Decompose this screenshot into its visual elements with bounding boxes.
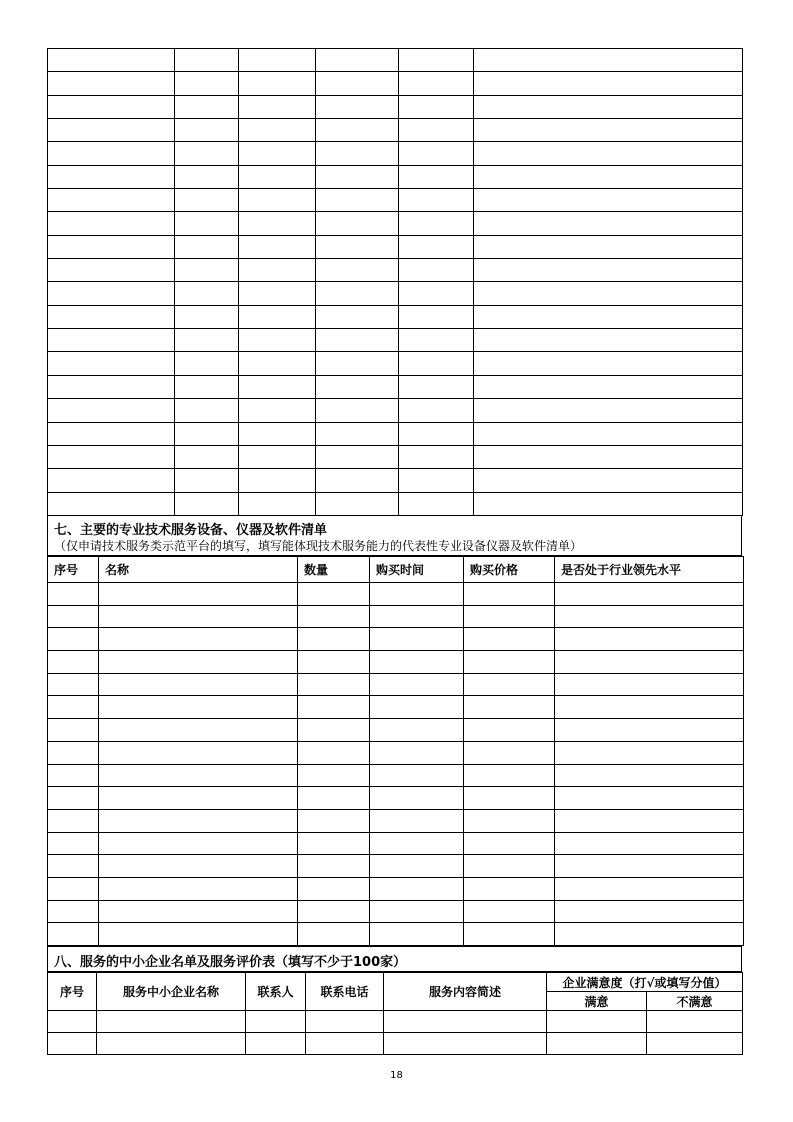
table-cell[interactable]: [555, 605, 744, 628]
table-cell[interactable]: [316, 235, 399, 258]
table-cell[interactable]: [99, 628, 298, 651]
table-cell[interactable]: [239, 282, 316, 305]
table-cell[interactable]: [464, 855, 555, 878]
table-cell[interactable]: [298, 832, 370, 855]
service-row: [48, 1011, 743, 1033]
table-cell[interactable]: [555, 809, 744, 832]
table-cell[interactable]: [48, 352, 175, 375]
table-cell[interactable]: [399, 189, 474, 212]
table-cell[interactable]: [239, 142, 316, 165]
table-cell[interactable]: [99, 741, 298, 764]
continuation-row: [48, 422, 743, 445]
table-cell[interactable]: [399, 305, 474, 328]
col-header-unsatisfied: 不满意: [647, 992, 743, 1011]
continuation-row: [48, 305, 743, 328]
table-cell[interactable]: [298, 855, 370, 878]
equipment-table: [47, 556, 744, 946]
table-cell[interactable]: [474, 212, 743, 235]
table-cell[interactable]: [239, 235, 316, 258]
continuation-row: [48, 119, 743, 142]
table-cell[interactable]: [48, 605, 99, 628]
table-cell[interactable]: [555, 583, 744, 606]
table-cell[interactable]: [370, 787, 464, 810]
table-cell[interactable]: [97, 1011, 246, 1033]
table-cell[interactable]: [175, 142, 239, 165]
table-cell[interactable]: [239, 469, 316, 492]
table-cell[interactable]: [370, 605, 464, 628]
table-cell[interactable]: [298, 651, 370, 674]
table-cell[interactable]: [48, 1033, 97, 1055]
col-header-index: 序号: [48, 557, 99, 583]
continuation-row: [48, 469, 743, 492]
table-cell[interactable]: [239, 119, 316, 142]
table-cell[interactable]: [316, 305, 399, 328]
col-header-satisfied: 满意: [547, 992, 647, 1011]
table-cell[interactable]: [370, 583, 464, 606]
table-cell[interactable]: [48, 422, 175, 445]
equipment-row: [48, 628, 744, 651]
table-cell[interactable]: [370, 855, 464, 878]
table-cell[interactable]: [48, 305, 175, 328]
continuation-row: [48, 282, 743, 305]
table-cell[interactable]: [48, 855, 99, 878]
table-cell[interactable]: [239, 305, 316, 328]
table-cell[interactable]: [99, 605, 298, 628]
table-cell[interactable]: [316, 49, 399, 72]
table-cell[interactable]: [99, 719, 298, 742]
table-cell[interactable]: [474, 95, 743, 118]
table-cell[interactable]: [316, 422, 399, 445]
table-cell[interactable]: [316, 282, 399, 305]
continuation-table: [47, 48, 743, 516]
table-cell[interactable]: [48, 469, 175, 492]
section7-note: （仅申请技术服务类示范平台的填写，填写能体现技术服务能力的代表性专业设备仪器及软件清单）: [54, 539, 583, 553]
table-cell[interactable]: [175, 259, 239, 282]
table-cell[interactable]: [555, 719, 744, 742]
table-cell[interactable]: [48, 235, 175, 258]
table-cell[interactable]: [306, 1033, 384, 1055]
table-cell[interactable]: [370, 832, 464, 855]
table-cell[interactable]: [370, 719, 464, 742]
table-cell[interactable]: [298, 673, 370, 696]
continuation-row: [48, 445, 743, 468]
table-cell[interactable]: [399, 329, 474, 352]
table-cell[interactable]: [48, 832, 99, 855]
table-cell[interactable]: [175, 305, 239, 328]
table-cell[interactable]: [48, 877, 99, 900]
table-cell[interactable]: [99, 696, 298, 719]
table-cell[interactable]: [474, 235, 743, 258]
table-cell[interactable]: [474, 469, 743, 492]
table-cell[interactable]: [97, 1033, 246, 1055]
table-cell[interactable]: [647, 1011, 743, 1033]
col-header-index: 序号: [48, 973, 97, 1011]
table-cell[interactable]: [298, 719, 370, 742]
col-header-phone: 联系电话: [306, 973, 384, 1011]
table-cell[interactable]: [48, 212, 175, 235]
table-cell[interactable]: [48, 651, 99, 674]
table-cell[interactable]: [48, 165, 175, 188]
table-cell[interactable]: [316, 95, 399, 118]
table-cell[interactable]: [99, 809, 298, 832]
table-cell[interactable]: [175, 469, 239, 492]
table-cell[interactable]: [474, 165, 743, 188]
table-cell[interactable]: [555, 900, 744, 923]
table-cell[interactable]: [175, 72, 239, 95]
service-row: [48, 1033, 743, 1055]
table-cell[interactable]: [99, 787, 298, 810]
table-cell[interactable]: [474, 189, 743, 212]
table-cell[interactable]: [555, 877, 744, 900]
table-cell[interactable]: [555, 628, 744, 651]
table-cell[interactable]: [175, 95, 239, 118]
table-cell[interactable]: [239, 422, 316, 445]
table-cell[interactable]: [48, 282, 175, 305]
table-cell[interactable]: [175, 212, 239, 235]
table-cell[interactable]: [399, 49, 474, 72]
table-cell[interactable]: [370, 651, 464, 674]
table-cell[interactable]: [316, 212, 399, 235]
continuation-row: [48, 49, 743, 72]
table-cell[interactable]: [399, 72, 474, 95]
table-cell[interactable]: [647, 1033, 743, 1055]
table-cell[interactable]: [399, 422, 474, 445]
table-cell[interactable]: [298, 877, 370, 900]
service-evaluation-table: [47, 972, 743, 1055]
col-header-service-summary: 服务内容简述: [384, 973, 547, 1011]
table-cell[interactable]: [316, 469, 399, 492]
table-cell[interactable]: [175, 422, 239, 445]
table-cell[interactable]: [474, 259, 743, 282]
table-cell[interactable]: [298, 628, 370, 651]
table-cell[interactable]: [370, 628, 464, 651]
table-cell[interactable]: [555, 855, 744, 878]
table-cell[interactable]: [370, 673, 464, 696]
table-cell[interactable]: [48, 673, 99, 696]
continuation-row: [48, 72, 743, 95]
equipment-row: [48, 651, 744, 674]
table-cell[interactable]: [399, 235, 474, 258]
table-cell[interactable]: [464, 787, 555, 810]
table-cell[interactable]: [370, 923, 464, 946]
table-cell[interactable]: [316, 189, 399, 212]
table-cell[interactable]: [99, 855, 298, 878]
table-cell[interactable]: [298, 923, 370, 946]
table-cell[interactable]: [547, 1033, 647, 1055]
equipment-row: [48, 719, 744, 742]
col-header-satisfaction: 企业满意度（打√或填写分值）: [547, 973, 743, 992]
table-cell[interactable]: [48, 375, 175, 398]
section8-header-box: [47, 946, 742, 972]
table-cell[interactable]: [48, 119, 175, 142]
table-cell[interactable]: [316, 399, 399, 422]
col-header-industry-leading: 是否处于行业领先水平: [555, 557, 744, 583]
table-cell[interactable]: [316, 375, 399, 398]
table-cell[interactable]: [474, 305, 743, 328]
table-cell[interactable]: [399, 469, 474, 492]
equipment-row: [48, 696, 744, 719]
table-cell[interactable]: [399, 95, 474, 118]
table-cell[interactable]: [474, 399, 743, 422]
table-cell[interactable]: [175, 189, 239, 212]
table-cell[interactable]: [474, 492, 743, 515]
table-cell[interactable]: [48, 787, 99, 810]
table-cell[interactable]: [370, 764, 464, 787]
table-cell[interactable]: [399, 399, 474, 422]
table-cell[interactable]: [48, 719, 99, 742]
table-cell[interactable]: [48, 49, 175, 72]
equipment-row: [48, 855, 744, 878]
col-header-purchase-time: 购买时间: [370, 557, 464, 583]
continuation-row: [48, 352, 743, 375]
table-cell[interactable]: [175, 445, 239, 468]
table-cell[interactable]: [464, 696, 555, 719]
table-cell[interactable]: [48, 628, 99, 651]
table-cell[interactable]: [399, 492, 474, 515]
table-cell[interactable]: [464, 923, 555, 946]
equipment-row: [48, 583, 744, 606]
table-cell[interactable]: [316, 119, 399, 142]
table-cell[interactable]: [399, 445, 474, 468]
table-cell[interactable]: [48, 72, 175, 95]
equipment-row: [48, 787, 744, 810]
table-cell[interactable]: [555, 764, 744, 787]
table-cell[interactable]: [399, 282, 474, 305]
table-cell[interactable]: [175, 119, 239, 142]
table-cell[interactable]: [239, 352, 316, 375]
table-cell[interactable]: [239, 492, 316, 515]
continuation-row: [48, 492, 743, 515]
continuation-row: [48, 235, 743, 258]
table-cell[interactable]: [555, 651, 744, 674]
table-cell[interactable]: [175, 165, 239, 188]
table-cell[interactable]: [316, 445, 399, 468]
table-cell[interactable]: [99, 651, 298, 674]
equipment-row: [48, 923, 744, 946]
table-cell[interactable]: [316, 352, 399, 375]
table-cell[interactable]: [464, 583, 555, 606]
continuation-row: [48, 142, 743, 165]
equipment-row: [48, 764, 744, 787]
table-cell[interactable]: [384, 1011, 547, 1033]
table-cell[interactable]: [175, 375, 239, 398]
table-cell[interactable]: [547, 1011, 647, 1033]
table-cell[interactable]: [474, 282, 743, 305]
table-cell[interactable]: [555, 832, 744, 855]
table-cell[interactable]: [370, 877, 464, 900]
table-cell[interactable]: [298, 605, 370, 628]
table-cell[interactable]: [464, 900, 555, 923]
table-cell[interactable]: [370, 696, 464, 719]
table-cell[interactable]: [99, 923, 298, 946]
table-cell[interactable]: [48, 492, 175, 515]
table-cell[interactable]: [474, 375, 743, 398]
table-cell[interactable]: [316, 165, 399, 188]
table-cell[interactable]: [48, 399, 175, 422]
table-cell[interactable]: [464, 809, 555, 832]
table-cell[interactable]: [399, 375, 474, 398]
table-cell[interactable]: [239, 399, 316, 422]
table-cell[interactable]: [48, 809, 99, 832]
col-header-contact: 联系人: [246, 973, 306, 1011]
col-header-company-name: 服务中小企业名称: [97, 973, 246, 1011]
table-cell[interactable]: [246, 1033, 306, 1055]
continuation-row: [48, 329, 743, 352]
table-cell[interactable]: [48, 900, 99, 923]
table-cell[interactable]: [298, 787, 370, 810]
table-cell[interactable]: [555, 673, 744, 696]
table-cell[interactable]: [298, 900, 370, 923]
continuation-row: [48, 95, 743, 118]
continuation-row: [48, 399, 743, 422]
table-cell[interactable]: [370, 809, 464, 832]
table-cell[interactable]: [555, 787, 744, 810]
table-cell[interactable]: [555, 696, 744, 719]
table-cell[interactable]: [399, 165, 474, 188]
table-cell[interactable]: [474, 329, 743, 352]
table-cell[interactable]: [99, 764, 298, 787]
table-cell[interactable]: [474, 49, 743, 72]
section8-title: 八、服务的中小企业名单及服务评价表（填写不少于100家）: [54, 955, 407, 970]
table-cell[interactable]: [384, 1033, 547, 1055]
table-cell[interactable]: [464, 628, 555, 651]
table-cell[interactable]: [99, 583, 298, 606]
table-cell[interactable]: [399, 212, 474, 235]
table-cell[interactable]: [370, 741, 464, 764]
table-cell[interactable]: [239, 329, 316, 352]
table-cell[interactable]: [464, 605, 555, 628]
table-cell[interactable]: [555, 923, 744, 946]
table-cell[interactable]: [239, 375, 316, 398]
continuation-row: [48, 165, 743, 188]
equipment-row: [48, 605, 744, 628]
col-header-name: 名称: [99, 557, 298, 583]
table-cell[interactable]: [464, 673, 555, 696]
table-cell[interactable]: [464, 651, 555, 674]
table-cell[interactable]: [239, 212, 316, 235]
table-cell[interactable]: [175, 282, 239, 305]
table-cell[interactable]: [399, 142, 474, 165]
table-cell[interactable]: [474, 352, 743, 375]
table-cell[interactable]: [48, 1011, 97, 1033]
table-cell[interactable]: [48, 329, 175, 352]
table-cell[interactable]: [48, 741, 99, 764]
table-cell[interactable]: [316, 329, 399, 352]
table-cell[interactable]: [474, 422, 743, 445]
table-cell[interactable]: [370, 900, 464, 923]
table-cell[interactable]: [298, 696, 370, 719]
table-cell[interactable]: [246, 1011, 306, 1033]
table-cell[interactable]: [48, 923, 99, 946]
table-cell[interactable]: [239, 49, 316, 72]
continuation-row: [48, 259, 743, 282]
table-cell[interactable]: [175, 329, 239, 352]
table-cell[interactable]: [99, 832, 298, 855]
table-cell[interactable]: [464, 741, 555, 764]
table-cell[interactable]: [474, 72, 743, 95]
table-cell[interactable]: [298, 764, 370, 787]
continuation-row: [48, 375, 743, 398]
table-cell[interactable]: [48, 445, 175, 468]
table-cell[interactable]: [464, 719, 555, 742]
table-cell[interactable]: [239, 445, 316, 468]
table-cell[interactable]: [555, 741, 744, 764]
table-cell[interactable]: [99, 673, 298, 696]
table-cell[interactable]: [316, 259, 399, 282]
table-cell[interactable]: [48, 696, 99, 719]
table-cell[interactable]: [298, 741, 370, 764]
equipment-row: [48, 673, 744, 696]
table-cell[interactable]: [48, 764, 99, 787]
table-cell[interactable]: [298, 583, 370, 606]
table-cell[interactable]: [474, 142, 743, 165]
table-cell[interactable]: [48, 142, 175, 165]
col-header-quantity: 数量: [298, 557, 370, 583]
table-cell[interactable]: [175, 399, 239, 422]
table-cell[interactable]: [464, 832, 555, 855]
table-cell[interactable]: [48, 259, 175, 282]
continuation-row: [48, 189, 743, 212]
table-cell[interactable]: [99, 900, 298, 923]
col-header-purchase-price: 购买价格: [464, 557, 555, 583]
table-cell[interactable]: [239, 72, 316, 95]
equipment-row: [48, 809, 744, 832]
page-number: 18: [390, 1070, 403, 1081]
table-cell[interactable]: [239, 259, 316, 282]
table-cell[interactable]: [399, 259, 474, 282]
table-cell[interactable]: [239, 165, 316, 188]
table-cell[interactable]: [474, 119, 743, 142]
table-cell[interactable]: [474, 445, 743, 468]
section7-title: 七、主要的专业技术服务设备、仪器及软件清单: [54, 523, 328, 538]
table-cell[interactable]: [239, 95, 316, 118]
table-cell[interactable]: [306, 1011, 384, 1033]
section7-header-box: [47, 515, 742, 556]
equipment-row: [48, 877, 744, 900]
equipment-row: [48, 741, 744, 764]
table-cell[interactable]: [464, 764, 555, 787]
table-cell[interactable]: [175, 352, 239, 375]
table-cell[interactable]: [48, 189, 175, 212]
table-cell[interactable]: [464, 877, 555, 900]
table-cell[interactable]: [175, 49, 239, 72]
equipment-row: [48, 900, 744, 923]
table-cell[interactable]: [399, 352, 474, 375]
continuation-row: [48, 212, 743, 235]
table-cell[interactable]: [316, 72, 399, 95]
table-cell[interactable]: [48, 583, 99, 606]
table-cell[interactable]: [399, 119, 474, 142]
table-cell[interactable]: [239, 189, 316, 212]
table-cell[interactable]: [298, 809, 370, 832]
table-cell[interactable]: [48, 95, 175, 118]
table-cell[interactable]: [316, 142, 399, 165]
equipment-row: [48, 832, 744, 855]
table-cell[interactable]: [175, 492, 239, 515]
table-cell[interactable]: [99, 877, 298, 900]
table-cell[interactable]: [316, 492, 399, 515]
table-cell[interactable]: [175, 235, 239, 258]
